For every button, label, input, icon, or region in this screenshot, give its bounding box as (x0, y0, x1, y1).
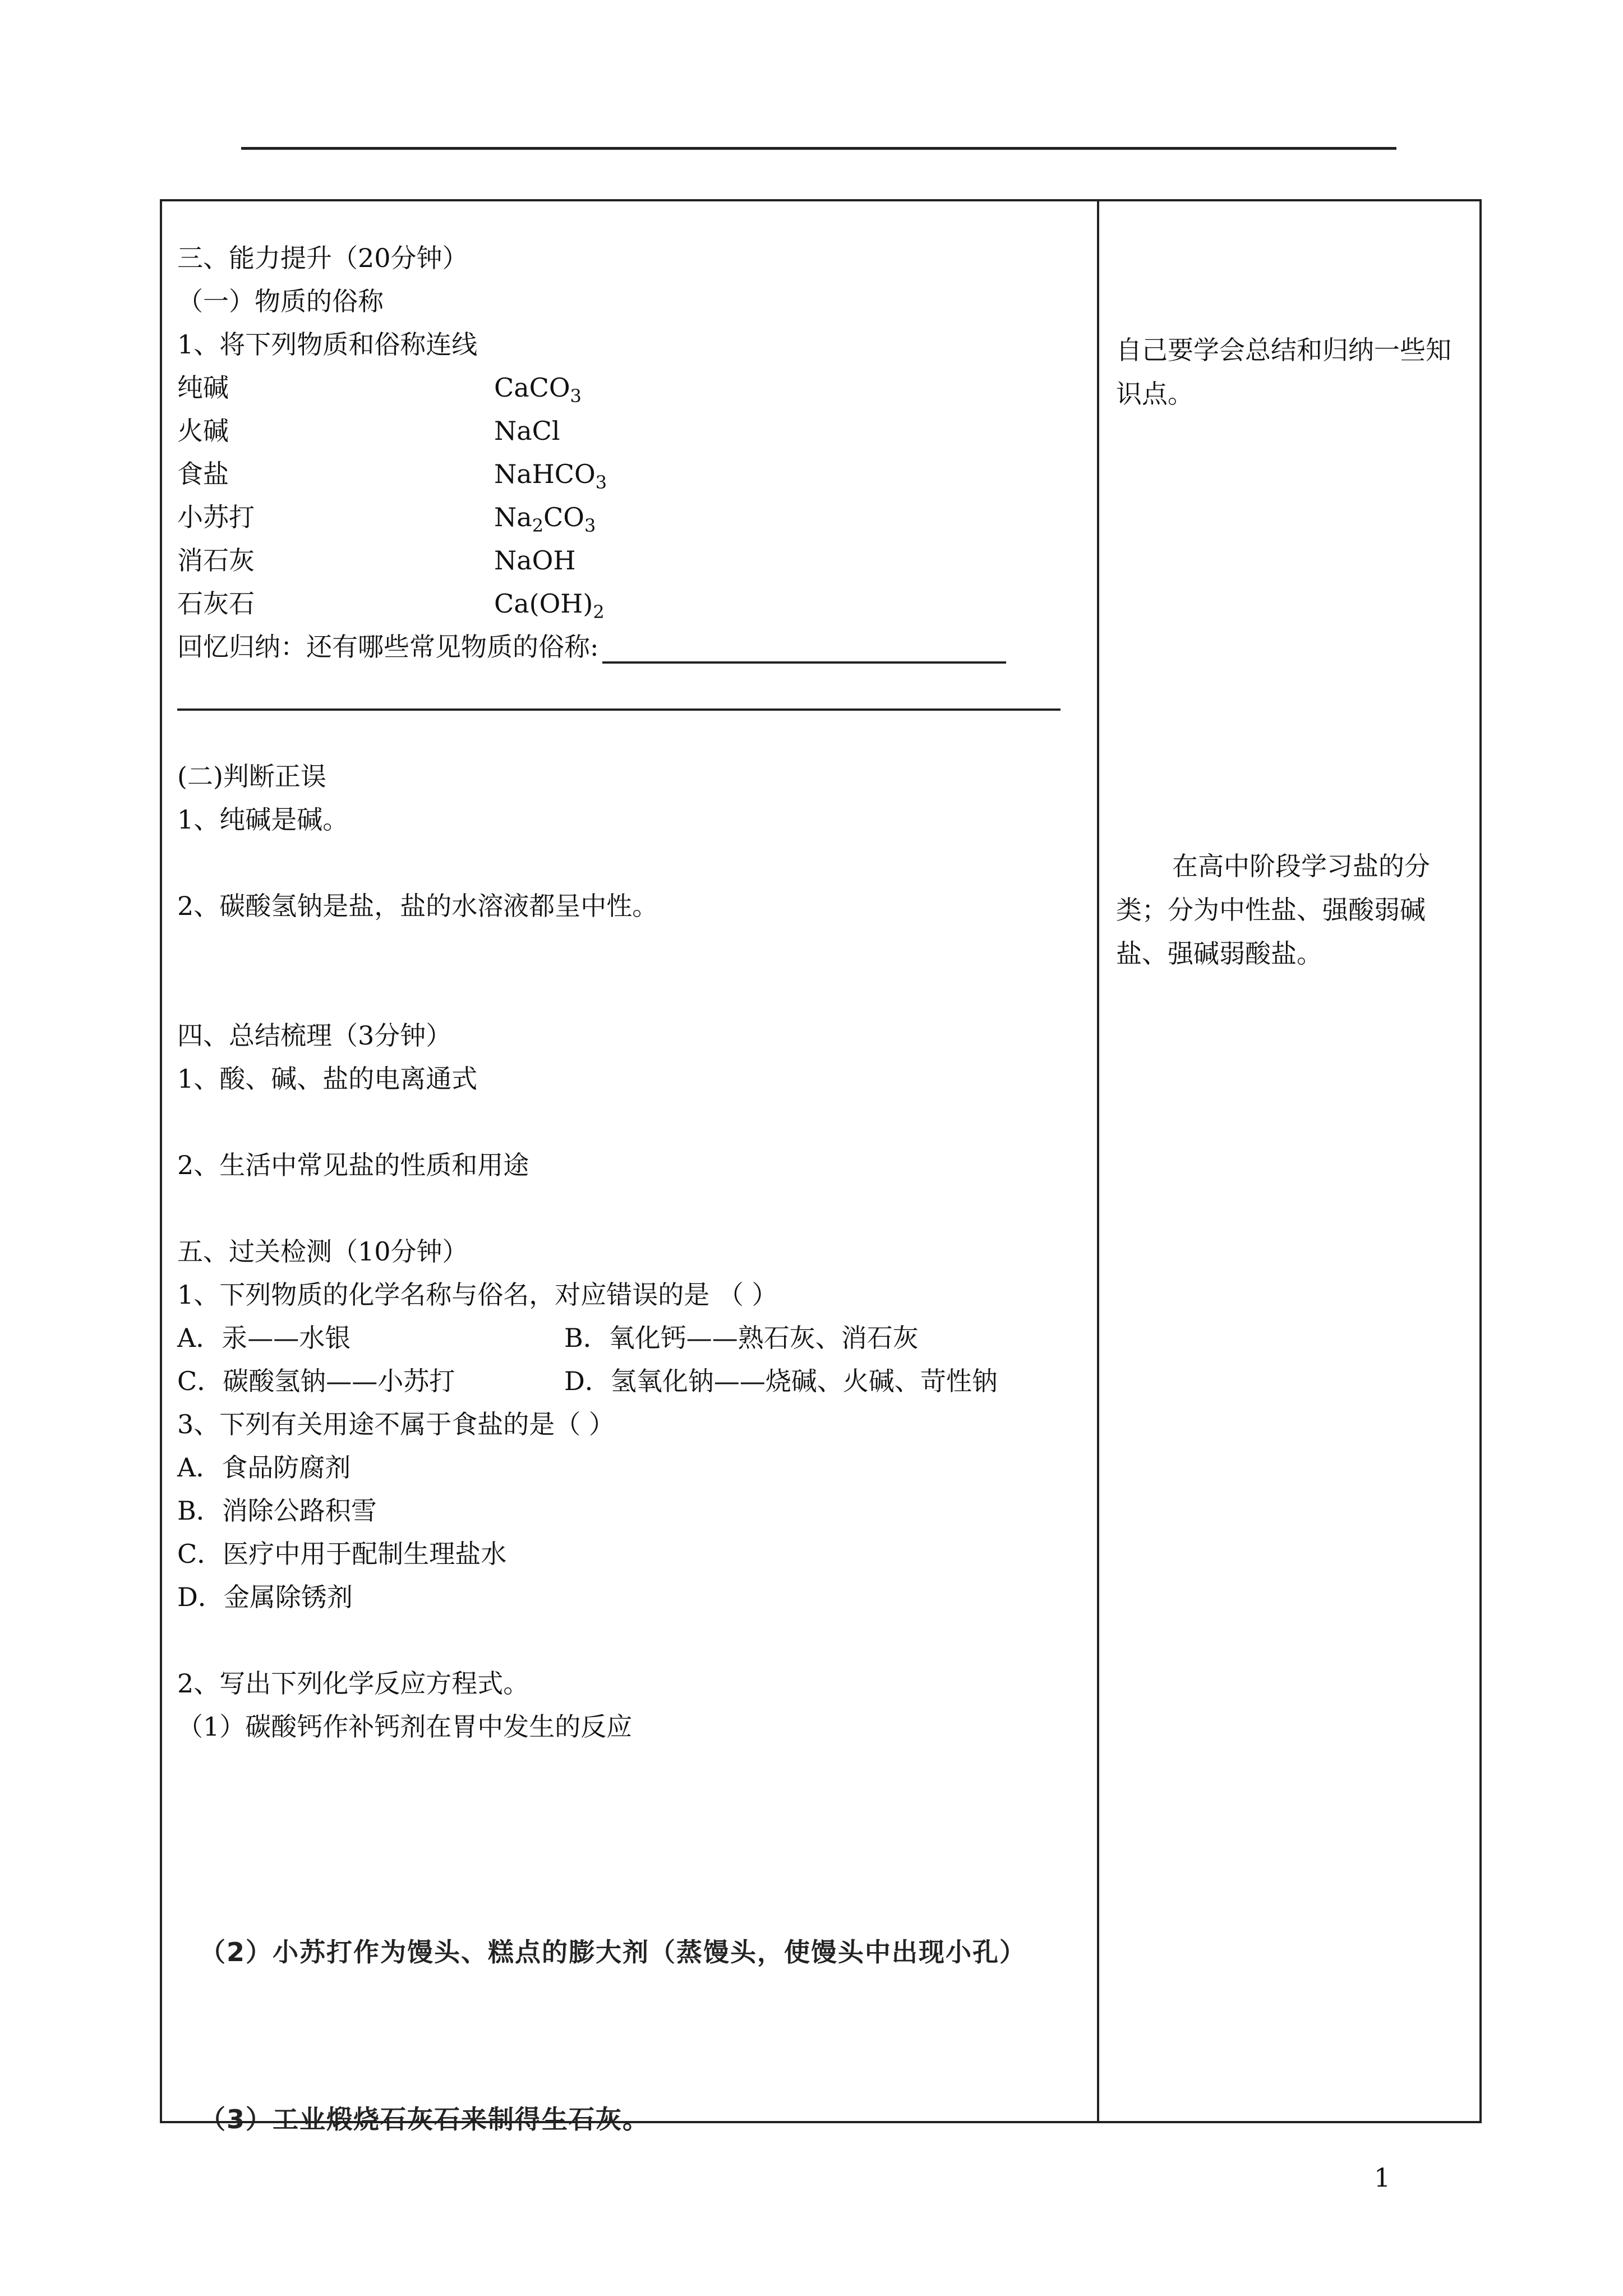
question-1: 1、下列物质的化学名称与俗名，对应错误的是 （ ） (177, 1280, 778, 1310)
common-name: 纯碱 (177, 372, 229, 403)
section3-heading: 三、能力提升（20分钟） (177, 243, 468, 273)
pair-row (177, 457, 607, 493)
summary-item: 1、酸、碱、盐的电离通式 (177, 1064, 478, 1094)
header-rule (241, 147, 1396, 150)
option-row (177, 1321, 919, 1355)
sidebar-note: 自己要学会总结和归纳一些知识点。 (1116, 335, 1451, 409)
formula: $Na_2CO_3$ (494, 502, 596, 536)
formula: NaOH (494, 545, 576, 576)
equation-item: （3）工业煅烧石灰石来制得生石灰。 (200, 2104, 650, 2134)
column-divider (1097, 199, 1099, 2123)
sidebar-note: 在高中阶段学习盐的分类；分为中性盐、强酸弱碱盐、强碱弱酸盐。 (1116, 851, 1430, 969)
common-name: 火碱 (177, 416, 229, 446)
pair-row (177, 587, 605, 623)
recall-prompt: 回忆归纳：还有哪些常见物质的俗称: (177, 630, 1006, 664)
summary-item: 2、生活中常见盐的性质和用途 (177, 1150, 529, 1180)
option-item: C．医疗中用于配制生理盐水 (177, 1539, 507, 1569)
question-3: 3、下列有关用途不属于食盐的是（ ） (177, 1409, 615, 1439)
common-name: 石灰石 (177, 588, 255, 619)
answer-rule[interactable] (177, 708, 1061, 711)
option-b: B．氧化钙——熟石灰、消石灰 (564, 1323, 919, 1353)
pair-row (177, 371, 582, 407)
common-name: 食盐 (177, 459, 229, 489)
judge-item: 1、纯碱是碱。 (177, 804, 349, 835)
section5-heading: 五、过关检测（10分钟） (177, 1236, 468, 1267)
pair-row (177, 500, 596, 536)
judge-item: 2、碳酸氢钠是盐，盐的水溶液都呈中性。 (177, 891, 658, 921)
equation-item: （1）碳酸钙作补钙剂在胃中发生的反应 (177, 1711, 633, 1742)
option-c: C．碳酸氢钠——小苏打 (177, 1366, 455, 1396)
common-name: 小苏打 (177, 502, 255, 532)
formula: NaHCO$_3$ (494, 459, 607, 493)
pair-row (177, 414, 560, 448)
section3-sub1: （一）物质的俗称 (177, 286, 384, 316)
section4-heading: 四、总结梳理（3分钟） (177, 1020, 452, 1051)
formula: NaCl (494, 416, 560, 446)
question-2: 2、写出下列化学反应方程式。 (177, 1668, 529, 1699)
equation-item: （2）小苏打作为馒头、糕点的膨大剂（蒸馒头，使馒头中出现小孔） (200, 1937, 1027, 1967)
question-link: 1、将下列物质和俗称连线 (177, 329, 478, 360)
option-item: B．消除公路积雪 (177, 1496, 377, 1526)
pair-row (177, 544, 576, 577)
option-item: D．金属除锈剂 (177, 1582, 353, 1612)
option-row (177, 1364, 998, 1398)
page-number: 1 (1374, 2162, 1391, 2193)
common-name: 消石灰 (177, 545, 255, 576)
section3-sub2: (二)判断正误 (177, 761, 326, 792)
formula: CaCO$_3$ (494, 372, 582, 407)
option-item: A．食品防腐剂 (177, 1452, 351, 1483)
answer-blank[interactable] (602, 633, 1006, 664)
formula: $Ca(OH)_2$ (494, 588, 605, 623)
option-d: D．氢氧化钠——烧碱、火碱、苛性钠 (564, 1366, 998, 1396)
option-a: A．汞——水银 (177, 1323, 351, 1353)
